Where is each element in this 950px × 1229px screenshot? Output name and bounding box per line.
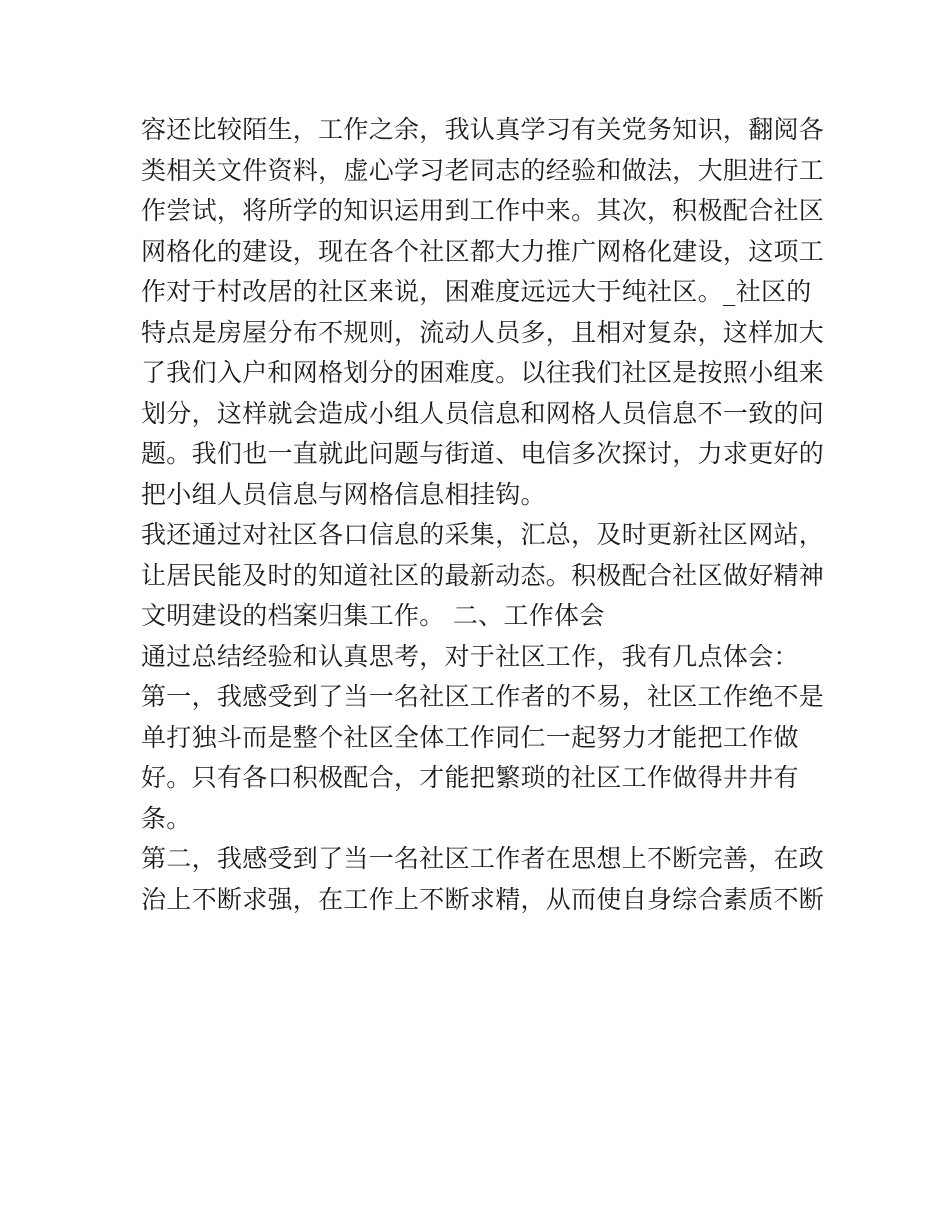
text-line: 网格化的建设，现在各个社区都大力推广网格化建设，这项工 — [141, 236, 825, 266]
text-line: 作尝试，将所学的知识运用到工作中来。其次，积极配合社区 — [141, 196, 825, 225]
text-line: 好。只有各口积极配合，才能把繁琐的社区工作做得井井有 — [141, 763, 799, 792]
text-line: 把小组人员信息与网格信息相挂钩。 — [141, 479, 546, 509]
document-body — [141, 110, 825, 920]
text-line: 治上不断求强，在工作上不断求精，从而使自身综合素质不断 — [141, 884, 825, 914]
text-line: 第二，我感受到了当一名社区工作者在思想上不断完善，在政 — [141, 844, 825, 873]
text-line: 文明建设的档案归集工作。 二、工作体会 — [141, 601, 605, 630]
text-line: 类相关文件资料，虚心学习老同志的经验和做法，大胆进行工 — [141, 155, 825, 185]
text-line: 单打独斗而是整个社区全体工作同仁一起努力才能把工作做 — [141, 722, 799, 752]
text-line: 划分，这样就会造成小组人员信息和网格人员信息不一致的问 — [141, 398, 825, 428]
text-line: 作对于村改居的社区来说，困难度远远大于纯社区。_社区的 — [141, 277, 812, 306]
text-line: 了我们入户和网格划分的困难度。以往我们社区是按照小组来 — [141, 358, 825, 387]
text-line: 特点是房屋分布不规则，流动人员多，且相对复杂，这样加大 — [141, 317, 825, 347]
text-line: 容还比较陌生，工作之余，我认真学习有关党务知识，翻阅各 — [141, 115, 825, 144]
text-line: 我还通过对社区各口信息的采集，汇总，及时更新社区网站， — [141, 520, 825, 549]
text-line: 题。我们也一直就此问题与街道、电信多次探讨，力求更好的 — [141, 439, 825, 468]
text-line: 通过总结经验和认真思考，对于社区工作，我有几点体会： — [141, 641, 799, 671]
text-line: 条。 — [141, 803, 192, 833]
text-line: 让居民能及时的知道社区的最新动态。积极配合社区做好精神 — [141, 560, 825, 590]
text-line: 第一，我感受到了当一名社区工作者的不易，社区工作绝不是 — [141, 682, 825, 711]
